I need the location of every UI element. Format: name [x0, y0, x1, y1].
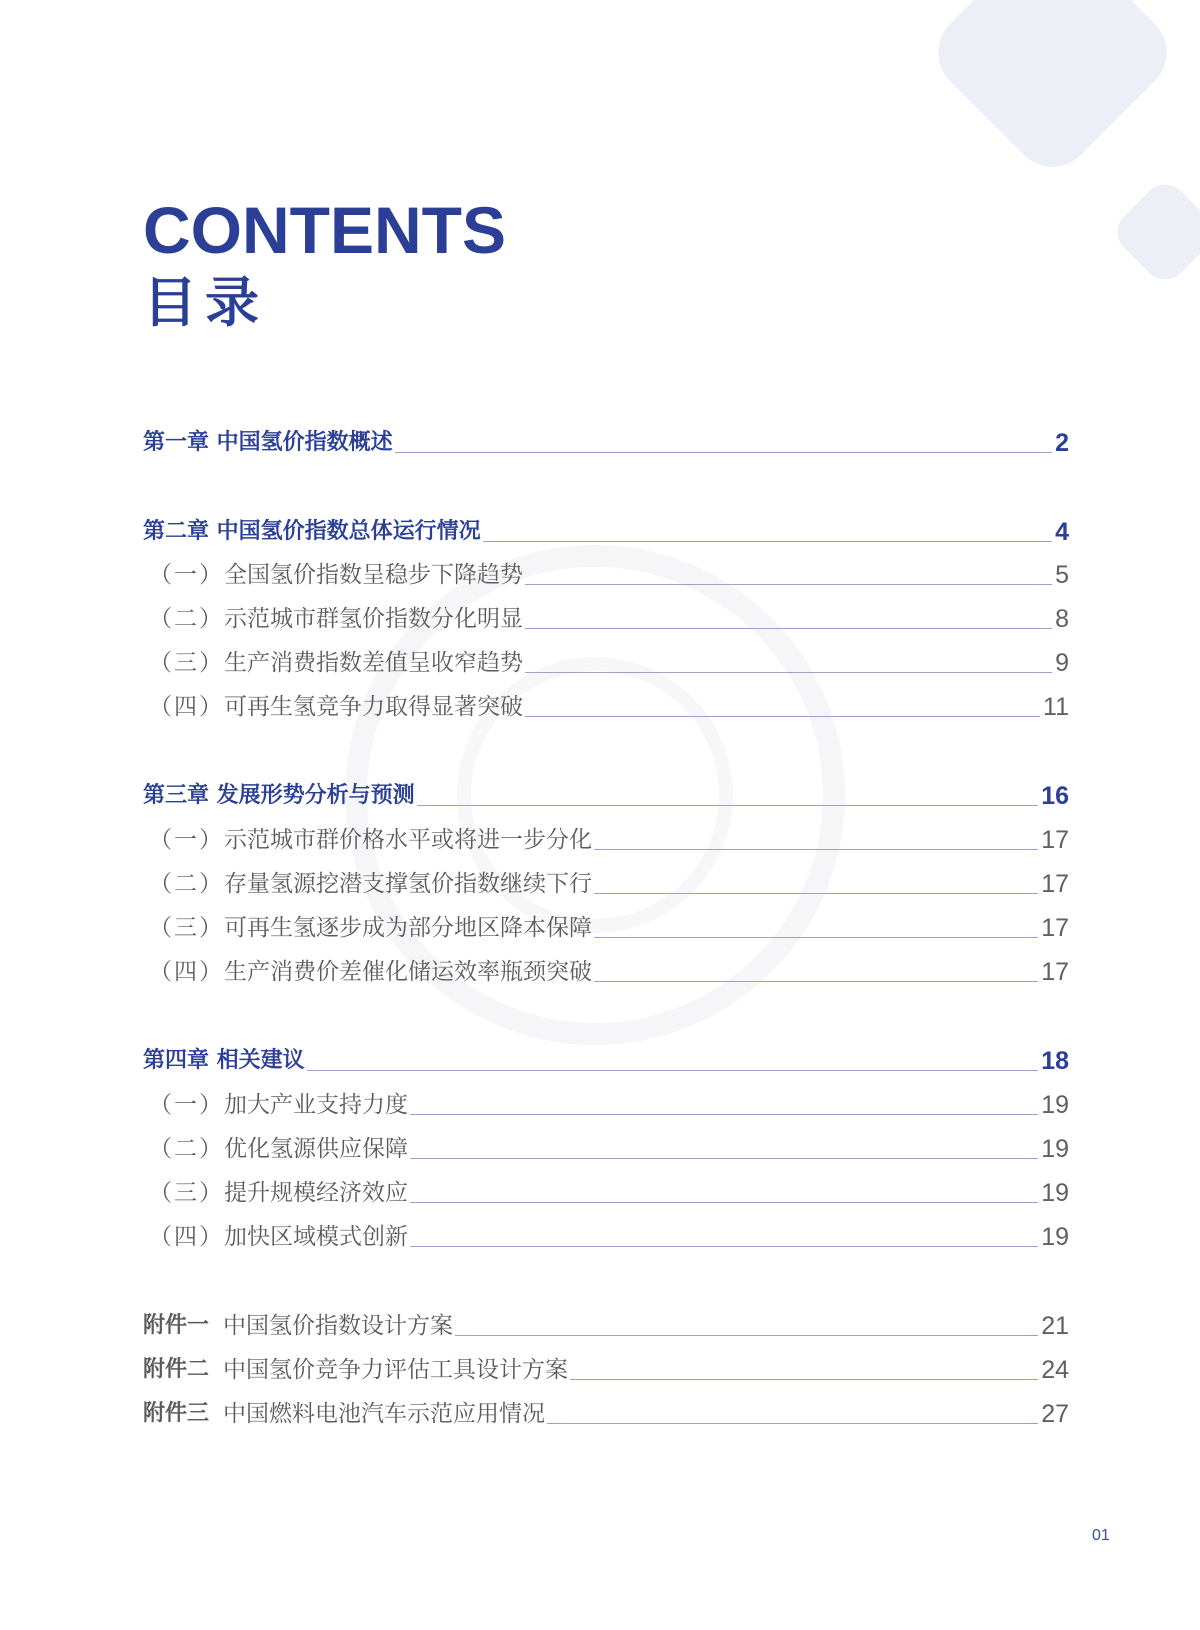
toc-label: 全国氢价指数呈稳步下降趋势 [224, 562, 523, 588]
toc-chapter-4[interactable] [143, 1046, 1069, 1076]
toc-item[interactable] [143, 648, 1069, 678]
toc-item-prefix: （一） [149, 827, 224, 853]
toc-item[interactable] [143, 913, 1069, 943]
decorative-diamond-small [1108, 175, 1200, 288]
leader-line [525, 583, 1052, 585]
leader-line [455, 1334, 1038, 1336]
toc-item-prefix: （一） [149, 1092, 224, 1118]
leader-line [570, 1378, 1038, 1380]
toc-item[interactable] [143, 957, 1069, 987]
toc-page-number: 5 [1055, 561, 1069, 589]
toc-label: 中国燃料电池汽车示范应用情况 [223, 1401, 546, 1427]
page-title-cn: 目录 [143, 271, 267, 334]
toc-label: 示范城市群氢价指数分化明显 [224, 606, 523, 632]
toc-chapter-2[interactable] [143, 517, 1069, 547]
leader-line [410, 1157, 1038, 1159]
toc-label: 示范城市群价格水平或将进一步分化 [224, 827, 592, 853]
toc-item[interactable] [143, 560, 1069, 590]
toc-item-prefix: （一） [149, 562, 224, 588]
toc-label: 存量氢源挖潜支撑氢价指数继续下行 [224, 871, 592, 897]
toc-label: 可再生氢逐步成为部分地区降本保障 [224, 915, 592, 941]
toc-page-number: 19 [1041, 1135, 1069, 1163]
toc-page-number: 11 [1043, 693, 1069, 721]
toc-page-number: 17 [1041, 826, 1069, 854]
toc-label: 第三章 发展形势分析与预测 [143, 783, 415, 808]
toc-item-prefix: （二） [149, 1136, 224, 1162]
toc-chapter-3[interactable] [143, 781, 1069, 811]
toc-appendix-1[interactable] [143, 1311, 1069, 1341]
toc-chapter-1[interactable] [143, 428, 1069, 458]
toc-label: 第一章 中国氢价指数概述 [143, 430, 393, 455]
toc-item-prefix: （四） [149, 1224, 224, 1250]
toc-page-number: 8 [1055, 605, 1069, 633]
leader-line [525, 627, 1052, 629]
toc-item[interactable] [143, 1090, 1069, 1120]
toc-label: 生产消费价差催化储运效率瓶颈突破 [224, 959, 592, 985]
leader-line [525, 671, 1052, 673]
leader-line [483, 540, 1052, 542]
toc-item-prefix: （三） [149, 1180, 224, 1206]
toc-page-number: 4 [1055, 518, 1069, 546]
toc-appendix-2[interactable] [143, 1355, 1069, 1385]
appendix-tag: 附件一 [143, 1313, 210, 1338]
toc-page-number: 16 [1041, 782, 1069, 810]
toc-page-number: 9 [1055, 649, 1069, 677]
toc-item-prefix: （二） [149, 606, 224, 632]
toc-page-number: 27 [1041, 1400, 1069, 1428]
leader-line [410, 1245, 1038, 1247]
toc-item[interactable] [143, 692, 1069, 722]
leader-line [594, 848, 1038, 850]
leader-line [410, 1113, 1038, 1115]
leader-line [417, 804, 1039, 806]
toc-label: 加快区域模式创新 [224, 1224, 408, 1250]
toc-page-number: 17 [1041, 870, 1069, 898]
page-number: 01 [1092, 1527, 1110, 1544]
toc-item-prefix: （三） [149, 915, 224, 941]
decorative-diamond-large [922, 0, 1184, 183]
toc-item-prefix: （二） [149, 871, 224, 897]
toc-item[interactable] [143, 604, 1069, 634]
toc-label: 第四章 相关建议 [143, 1048, 305, 1073]
toc-item[interactable] [143, 869, 1069, 899]
appendix-tag: 附件二 [143, 1357, 210, 1382]
leader-line [594, 892, 1038, 894]
toc-label: 优化氢源供应保障 [224, 1136, 408, 1162]
toc-item[interactable] [143, 1134, 1069, 1164]
toc-label: 第二章 中国氢价指数总体运行情况 [143, 519, 481, 544]
leader-line [307, 1069, 1039, 1071]
toc-page-number: 21 [1041, 1312, 1069, 1340]
toc-page-number: 24 [1041, 1356, 1069, 1384]
page-title-en: CONTENTS [143, 193, 506, 267]
toc-page-number: 17 [1041, 958, 1069, 986]
toc-label: 中国氢价竞争力评估工具设计方案 [223, 1357, 569, 1383]
toc-label: 可再生氢竞争力取得显著突破 [224, 694, 523, 720]
toc-label: 中国氢价指数设计方案 [223, 1313, 454, 1339]
appendix-tag: 附件三 [143, 1401, 210, 1426]
toc-item[interactable] [143, 1222, 1069, 1252]
toc-page-number: 17 [1041, 914, 1069, 942]
toc-item[interactable] [143, 1178, 1069, 1208]
leader-line [395, 451, 1052, 453]
leader-line [525, 715, 1040, 717]
toc-appendix-3[interactable] [143, 1399, 1069, 1429]
toc-item[interactable] [143, 825, 1069, 855]
toc-item-prefix: （四） [149, 694, 224, 720]
leader-line [594, 980, 1038, 982]
toc-page-number: 19 [1041, 1091, 1069, 1119]
toc-label: 加大产业支持力度 [224, 1092, 408, 1118]
toc-label: 提升规模经济效应 [224, 1180, 408, 1206]
toc-page-number: 2 [1055, 429, 1069, 457]
leader-line [410, 1201, 1038, 1203]
toc-page-number: 19 [1041, 1179, 1069, 1207]
toc-label: 生产消费指数差值呈收窄趋势 [224, 650, 523, 676]
toc-item-prefix: （四） [149, 959, 224, 985]
leader-line [594, 936, 1038, 938]
toc-item-prefix: （三） [149, 650, 224, 676]
leader-line [547, 1422, 1038, 1424]
toc-page-number: 19 [1041, 1223, 1069, 1251]
toc-page-number: 18 [1041, 1047, 1069, 1075]
